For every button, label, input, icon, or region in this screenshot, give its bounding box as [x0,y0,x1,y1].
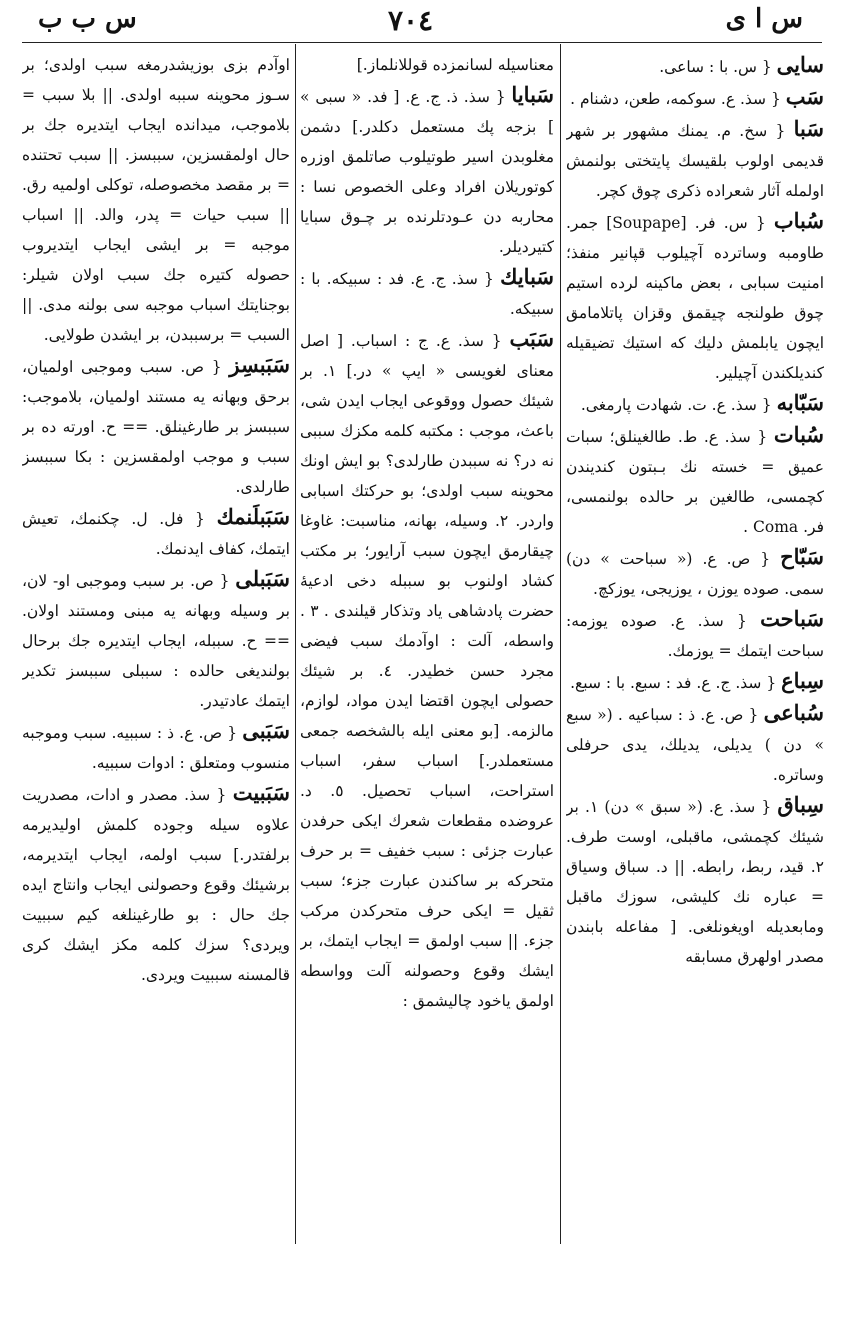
column-left [22,50,290,1240]
column-middle [300,50,554,1240]
entry-headword: سُباعى [763,700,824,725]
dictionary-entry [566,50,824,82]
dictionary-entry [300,80,554,262]
entry-headword: سَب [785,84,824,109]
entry-definition: { ص. بر سبب وموجبى او- لان، بر وسيله وبهانه يه مبنى ومستند اولان. == ح. سببله، ايجاب ايتديره جك برحال بولنديغى حالده : سببلى سببسز تكدير ايتمك عادتيدر. [22,572,290,710]
entry-definition: اوآدم بزى بوزيشدرمغه سبب اولدى؛ بر سـوز محوينه سببه اولدى. || بلا سبب = بلاموجب، ميدانده ايجاب ايتديره جك بر حال اولمقسزين، سببسز. || سبب تحتنده = بر مقصد مخصوصله، توكلى اولميه رق. || سبب حيات = پدر، والد. || اسباب موجبه = بر ايشى ايجاب ايتديروب حصوله كتيره جك سبب اولان شيلر: بوجنايتك اسباب موجبه سى بولنه مدى. || السبب = برسببدن، بر ايشدن طولايى. [22,56,290,344]
entry-headword: سَبا [793,116,824,141]
dictionary-entry [22,502,290,564]
column-divider-left [295,44,296,1244]
dictionary-entry [566,790,824,972]
entry-definition: { ص. ع. (« سباحت » دن) سمى. صوده يوزن ، يوزيجى، يوزكچ. [566,550,824,598]
dictionary-entry [566,666,824,698]
page-header [0,0,843,36]
entry-definition: معناسيله لسانمزده قوللانلماز.] [356,56,554,74]
entry-definition: { س. با : ساعى. [659,58,772,76]
entry-headword: سُباب [773,208,824,233]
entry-definition: { سذ. ع. ت. شهادت پارمغى. [580,396,772,414]
dictionary-entry [22,350,290,502]
dictionary-entry [22,778,290,990]
dictionary-entry [300,262,554,324]
header-left-guideword: س ب ب [38,4,137,34]
dictionary-entry [22,716,290,778]
entry-definition: { سذ. ع. سوكمه، طعن، دشنام . [570,90,781,108]
page-number: ٧٠٤ [388,4,434,37]
column-right [566,50,824,1240]
entry-headword: سَبَبى [242,718,290,743]
entry-headword: سِباع [781,668,824,693]
entry-definition: { ص. ع. ذ : سباعيه . (« سبع » دن ) يديلى، يديلك، يدى حرفلى وساتره. [566,706,824,784]
dictionary-entry [566,542,824,604]
entry-headword: سَبايك [500,264,554,289]
entry-headword: سَبايا [511,82,554,107]
entry-headword: سَبَبسِز [229,352,290,377]
dictionary-entry [300,324,554,1016]
entry-definition: { سذ. ج. ع. فد : سبع. با : سبع. [570,674,777,692]
header-rule [22,42,822,43]
entry-headword: سُبات [773,422,824,447]
entry-definition: { سذ. ع. (« سبق » دن) ١. بر شيئك كچمشى، ماقبلى، اوست طرف. ٢. قيد، ربط، رابطه. || د. سباق وسياق = عباره نك كليشى، سوزك ماقبل ومابعديله اويغونلغى. [ مفاعله بابندن مصدر اولهرق مسابقه [566,798,824,966]
entry-headword: سِباق [777,792,824,817]
entry-definition: { سذ. ج. ع. فد : سبيكه. با : سبيكه. [300,270,554,318]
entry-definition: { فل. ل. چكنمك، تعيش ايتمك، كفاف ايدنمك. [22,510,290,558]
entry-definition: { ص. سبب وموجبى اولميان، برحق وبهانه يه مستند اولميان، بلاموجب: سببسز بر طارغينلق. == ح. اورته ده بر سبب و موجب اولمقسزين : بكا سببسز طارلدى. [22,358,290,496]
dictionary-entry [566,388,824,420]
column-divider-right [560,44,561,1244]
entry-headword: سَبَبلى [235,566,290,591]
dictionary-entry [566,114,824,206]
entry-definition: { سذ. ع. ج : اسباب. [ اصل معناى لغويسى « ايپ » در.] ١. بر شيئك حصول ووقوعى ايجاب ايدن شى، باعث، موجب : مكتبه كلمه مكزك سببى نه در؟ نه سببدن طارلدى؟ بو ايش اونك محوينه سبب اولدى؛ بو حركتك اسبابى واردر. ٢. وسيله، بهانه، مناسبت: غاوغا چيقارمق ايچون سبب آرايور؛ بر مكتب كشاد اولنوب بو سببله دخى ادعيهٔ حضرت پادشاهى ياد وتذكار قيلندى . ٣ . واسطه، آلت : اوآدمك سبب فيضى مجرد حسن خطيدر. ٤. بر شيئك حصولى ايچون اقتضا ايدن مواد، لوازم، مالزمه. [بو معنى ايله بالشخصه جمعى مستعملدر.] اسباب سفر، اسباب استراحت، اسباب تحصيل. ٥. د. عروضده مقطعات شعرك ايكى حرفدن عبارت جزئى : سبب خفيف = بر حرف متحركه بر ساكندن عبارت جزء؛ سبب ثقيل = ايكى حرف متحركدن مركب جزء. || سبب اولمق = ايجاب ايتمك، بر ايشك وقوع وحصولنه آلت وواسطه اولمق ياخود چاليشمق : [300,332,554,1010]
dictionary-entry [566,206,824,388]
header-right-guideword: س ا ى [725,4,803,34]
entry-headword: سَبّاح [780,544,824,569]
dictionary-entry [566,604,824,666]
dictionary-entry [566,698,824,790]
dictionary-entry [22,50,290,350]
entry-definition: { سذ. ع. صوده يوزمه: سباحت ايتمك = يوزمك. [566,612,824,660]
entry-definition: { سذ. ع. ط. طالغينلق؛ سبات عميق = خسته نك بـبتون كنديندن كچمسى، طالغين بر حالده بولنمسى، فر. Coma . [566,428,824,536]
entry-definition: { ص. ع. ذ : سببيه. سبب وموجبه منسوب ومتعلق : ادوات سببيه. [22,724,290,772]
dictionary-entry [566,82,824,114]
entry-definition: { سذ. مصدر و ادات، مصدريت علاوه سيله وجوده كلمش اوليديرمه برلفتدر.] سبب اولمه، ايجاب ايتديرمه، برشيئك وقوع وحصولنى ايجاب وانتاج ايده جك حال : بو طارغينلغه كيم سببيت ويردى؟ سزك كلمه مكز ايشك كرى قالمسنه سببيت ويردى. [22,786,290,984]
entry-headword: سَباحت [760,606,824,631]
entry-headword: سَبَب [509,326,554,351]
entry-headword: سايى [776,52,824,77]
dictionary-entry [566,420,824,542]
dictionary-entry [22,564,290,716]
dictionary-entry [300,50,554,80]
entry-headword: سَبّابه [776,390,824,415]
entry-definition: { س. فر. [Soupape] جمر. طاومبه وساترده آچيلوب قپانير منفذ؛ امنيت سبابى ، بعض ماكينه لرده استيم چوق طولنجه چيقمق وقزان پاتلامامق ايچون يابلمش دليك كه استيك تضيقيله كنديلكندن آچيلير. [566,214,824,382]
entry-definition: { سخ. م. يمنك مشهور بر شهر قديمى اولوب بلقيسك پايتختى بولنمش اولمله آثار شعراده ذكرى چوق كچر. [566,122,824,200]
entry-headword: سَبَبيت [232,780,290,805]
entry-headword: سَبَبلَنمك [216,504,290,529]
entry-definition: { سذ. ذ. ج. ع. [ فد. « سبى » ] بزجه پك مستعمل دكلدر.] دشمن مغلوبدن اسير طوتيلوب صاتلمق اوزره كوتوريلان افراد وعلى الخصوص نسا : محاربه دن عـودتلرنده بر چـوق سبايا كتيرديلر. [300,88,554,256]
